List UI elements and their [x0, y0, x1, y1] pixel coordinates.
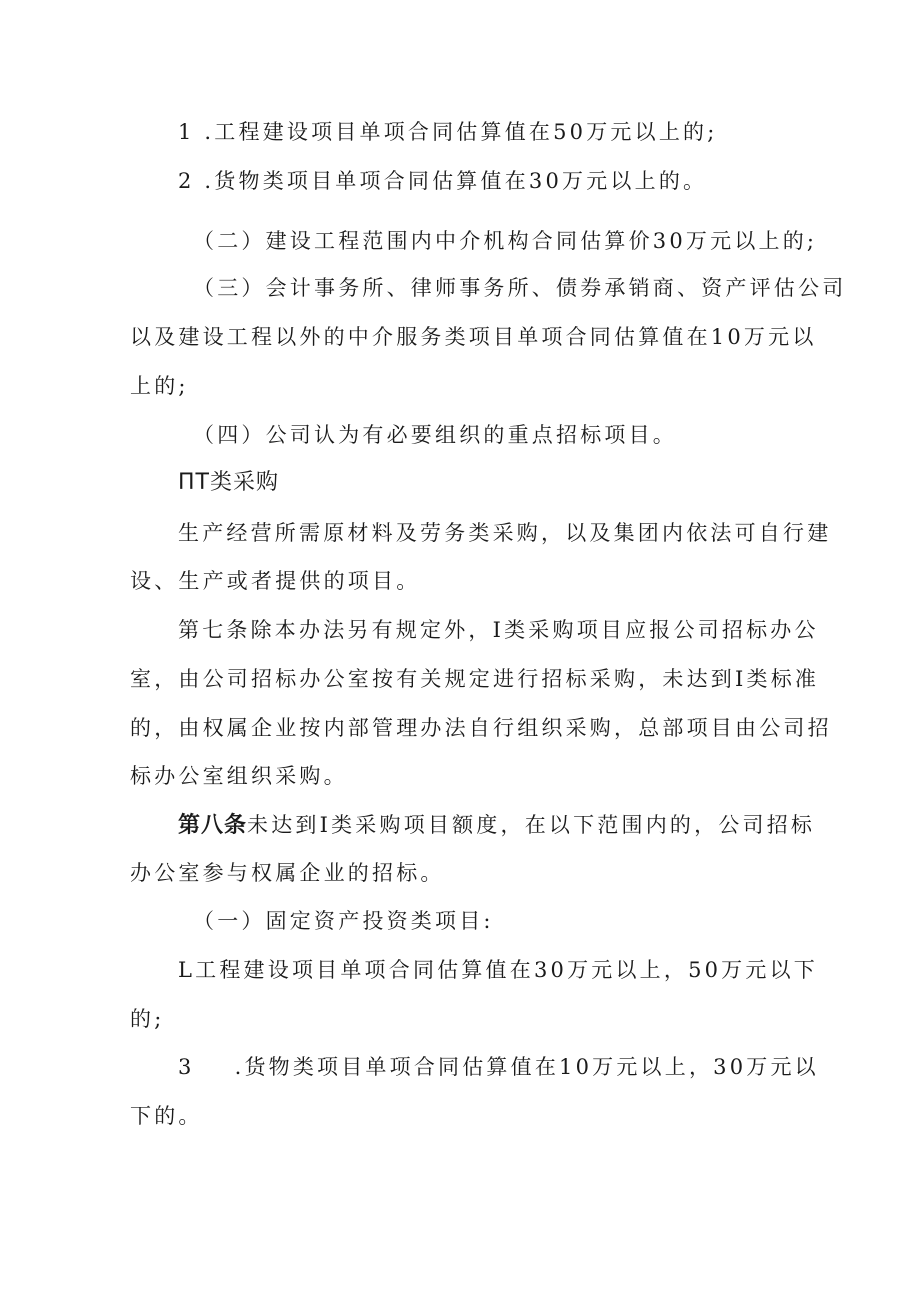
category-two-desc-line-2: 设、生产或者提供的项目。: [130, 569, 421, 593]
article-eight-line-2: 办公室参与权属企业的招标。: [130, 861, 445, 885]
fixed-item-three-line-2: 下的。: [130, 1104, 203, 1128]
article-eight-label: 第八条: [178, 813, 248, 838]
category-two-heading: ΠΤ类采购: [178, 470, 279, 495]
fixed-item-three-text: .货物类项目单项合同估算值在10万元以上，30万元以: [234, 1055, 819, 1079]
clause-three-line-2: 以及建设工程以外的中介服务类项目单项合同估算值在10万元以: [130, 325, 817, 349]
category-two-desc-line-1: 生产经营所需原材料及劳务类采购，以及集团内依法可自行建: [178, 521, 832, 545]
clause-four: （四）公司认为有必要组织的重点招标项目。: [193, 423, 677, 447]
fixed-item-three-line-1: [178, 1052, 819, 1082]
fixed-item-three-number: 3: [178, 1055, 195, 1079]
article-eight-text: 未达到I类采购项目额度，在以下范围内的，公司招标: [247, 813, 816, 837]
item-2-line: 2 .货物类项目单项合同估算值在30万元以上的。: [178, 169, 708, 193]
article-seven-line-3: 的，由权属企业按内部管理办法自行组织采购，总部项目由公司招: [130, 716, 832, 740]
article-seven-line-2: 室，由公司招标办公室按有关规定进行招标采购，未达到I类标准: [130, 667, 820, 691]
article-seven-line-1: 第七条除本办法另有规定外，I类采购项目应报公司招标办公: [178, 618, 819, 642]
article-eight-line-1: [178, 810, 815, 841]
fixed-item-one-line-1: L工程建设项目单项合同估算值在30万元以上，50万元以下: [178, 958, 818, 982]
clause-three-line-1: （三）会计事务所、律师事务所、债券承销商、资产评估公司: [193, 276, 847, 300]
fixed-item-one-line-2: 的;: [130, 1007, 165, 1031]
item-1-line: 1 .工程建设项目单项合同估算值在50万元以上的;: [178, 120, 718, 144]
fixed-assets-heading: （一）固定资产投资类项目:: [193, 909, 494, 933]
clause-three-line-3: 上的;: [130, 374, 189, 398]
clause-two: （二）建设工程范围内中介机构合同估算价30万元以上的;: [193, 229, 818, 253]
article-seven-line-4: 标办公室组织采购。: [130, 764, 348, 788]
